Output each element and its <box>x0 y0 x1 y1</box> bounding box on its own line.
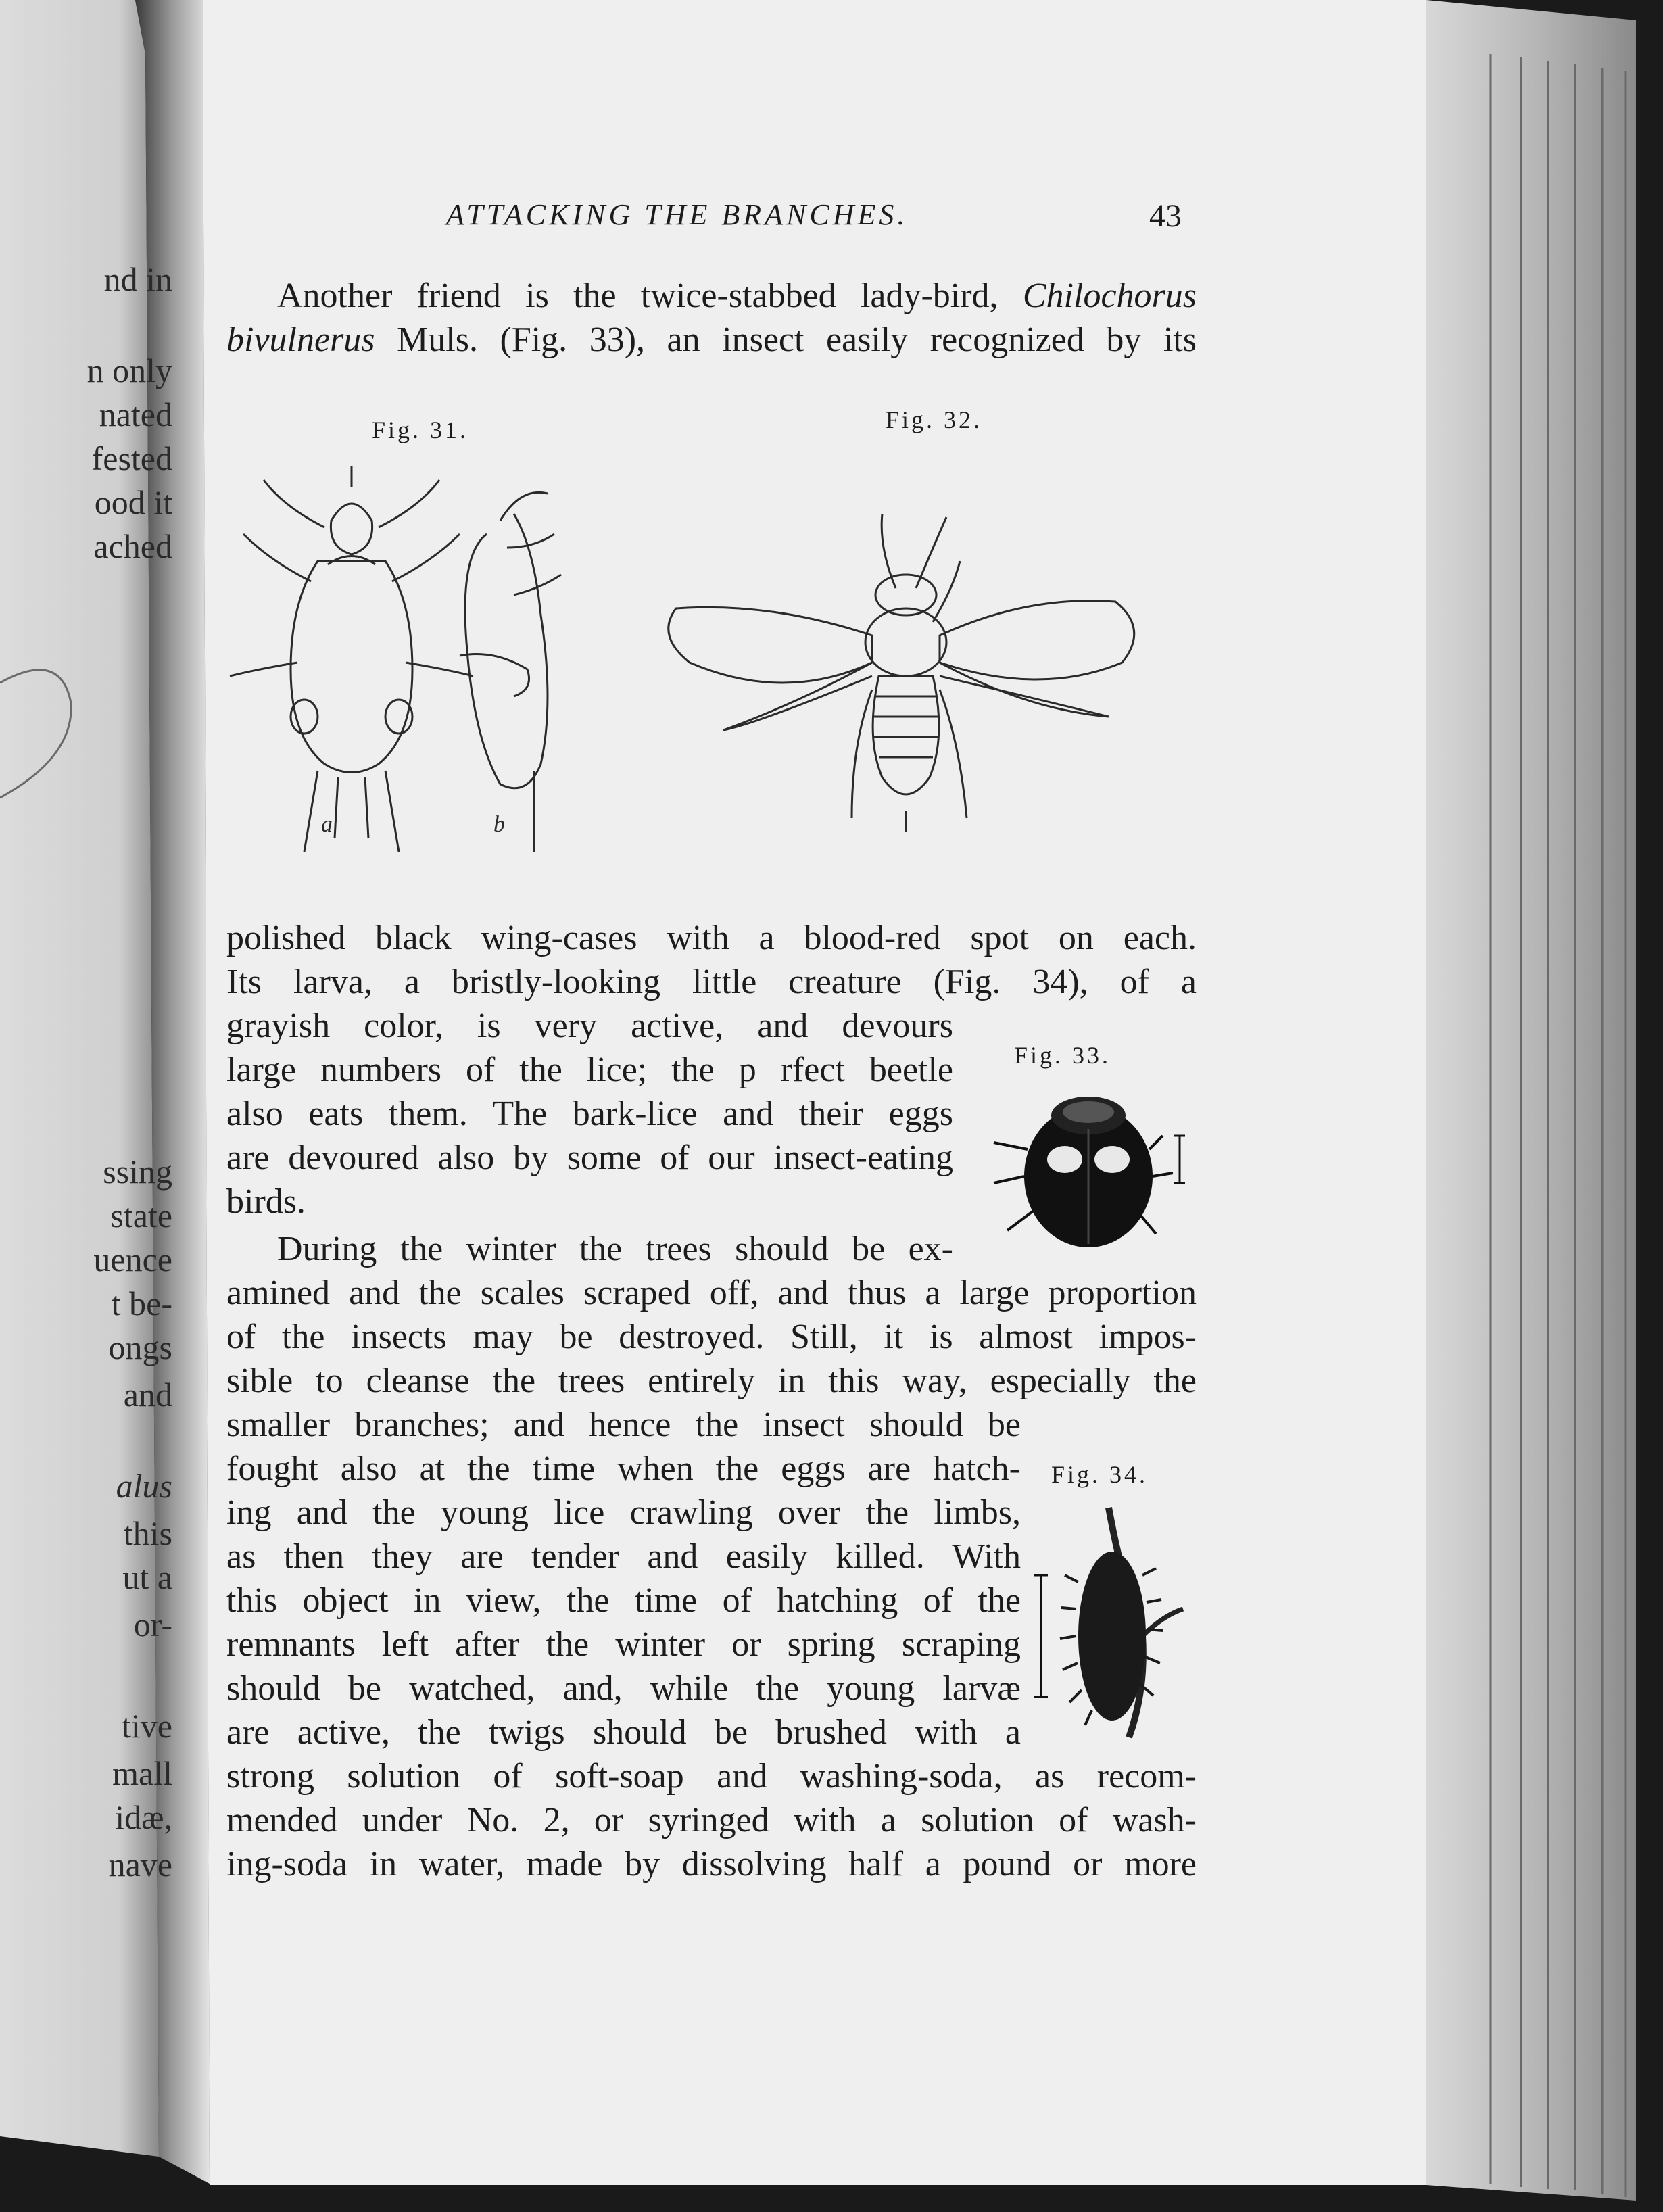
left-fragment: this <box>123 1514 172 1552</box>
left-fragment: nd in <box>103 260 172 298</box>
text-line-8: are devoured also by some of our insect-eating <box>226 1138 953 1177</box>
caption-fig-31: Fig. 31. <box>372 416 469 443</box>
caption-fig-34: Fig. 34. <box>1051 1461 1149 1488</box>
left-fragment: nave <box>108 1846 172 1883</box>
text-line-14: smaller branches; and hence the insect should be <box>226 1405 1021 1444</box>
left-fragment: n only <box>87 352 172 389</box>
left-fragment: ssing <box>103 1153 172 1191</box>
text-line-17: as then they are tender and easily killed. With <box>226 1537 1021 1576</box>
left-fragment: state <box>110 1197 172 1234</box>
caption-fig-32: Fig. 32. <box>886 406 983 433</box>
text-line-21: are active, the twigs should be brushed with a <box>226 1713 1021 1752</box>
left-fragment: ached <box>93 527 172 565</box>
running-head: ATTACKING THE BRANCHES. <box>446 198 909 231</box>
text-line-5: grayish color, is very active, and devours <box>226 1007 953 1045</box>
left-fragment: ood it <box>94 483 172 521</box>
text-line-15: fought also at the time when the eggs are hatch- <box>226 1449 1021 1488</box>
left-fragment: idæ, <box>115 1798 172 1836</box>
left-fragment: tive <box>122 1707 172 1745</box>
left-fragment: ut a <box>122 1558 172 1596</box>
caption-fig-33: Fig. 33. <box>1014 1042 1111 1069</box>
text-line-6: large numbers of the lice; the p rfect beetle <box>226 1051 953 1089</box>
text-line-10: During the winter the trees should be ex- <box>277 1230 953 1268</box>
left-fragment: mall <box>112 1754 172 1792</box>
left-fragment: uence <box>93 1241 172 1278</box>
text-line-22: strong solution of soft-soap and washing-soda, as recom- <box>226 1757 1197 1796</box>
fig-31-illustration <box>216 446 595 872</box>
text-line-12: of the insects may be destroyed. Still, it is almost impos- <box>226 1318 1197 1356</box>
left-fragment: and <box>123 1376 172 1414</box>
text-line-7: also eats them. The bark-lice and their eggs <box>226 1095 953 1133</box>
left-fragment: or- <box>133 1606 172 1643</box>
species-genus: Chilochorus <box>1022 276 1197 315</box>
left-fragment: nated <box>99 395 172 433</box>
text-line-1: Another friend is the twice-stabbed lady-bird, Chilochorus <box>277 276 1197 315</box>
text-line-16: ing and the young lice crawling over the limbs, <box>226 1493 1021 1532</box>
fig-31-label-a: a <box>321 812 333 837</box>
text-line-23: mended under No. 2, or syringed with a solution of wash- <box>226 1801 1197 1840</box>
text-line-9: birds. <box>226 1182 306 1221</box>
left-fragment: ongs <box>108 1328 172 1366</box>
left-fragment: t be- <box>111 1284 172 1322</box>
text-line-24: ing-soda in water, made by dissolving half a pound or more <box>226 1845 1197 1883</box>
page-number: 43 <box>1149 198 1182 234</box>
fig-33-illustration <box>987 1082 1190 1257</box>
text-line-4: Its larva, a bristly-looking little creature (Fig. 34), of a <box>226 963 1197 1001</box>
left-fragment: alus <box>116 1467 172 1505</box>
text-line-11: amined and the scales scraped off, and thus a large proportion <box>226 1274 1197 1312</box>
fig-34-illustration <box>1028 1501 1197 1744</box>
fig-32-illustration <box>649 500 1163 838</box>
text-line-2: bivulnerus Muls. (Fig. 33), an insect easily recognized by its <box>226 320 1197 359</box>
fig-31-label-b: b <box>493 812 505 837</box>
species-epithet: bivulnerus <box>226 320 375 359</box>
text-line-19: remnants left after the winter or spring scraping <box>226 1625 1021 1664</box>
text-line-13: sible to cleanse the trees entirely in this way, especially the <box>226 1362 1197 1400</box>
text-line-18: this object in view, the time of hatching of the <box>226 1581 1021 1620</box>
left-fragment: fested <box>91 439 172 477</box>
text-line-3: polished black wing-cases with a blood-red spot on each. <box>226 919 1197 957</box>
text-line-20: should be watched, and, while the young larvæ <box>226 1669 1021 1708</box>
